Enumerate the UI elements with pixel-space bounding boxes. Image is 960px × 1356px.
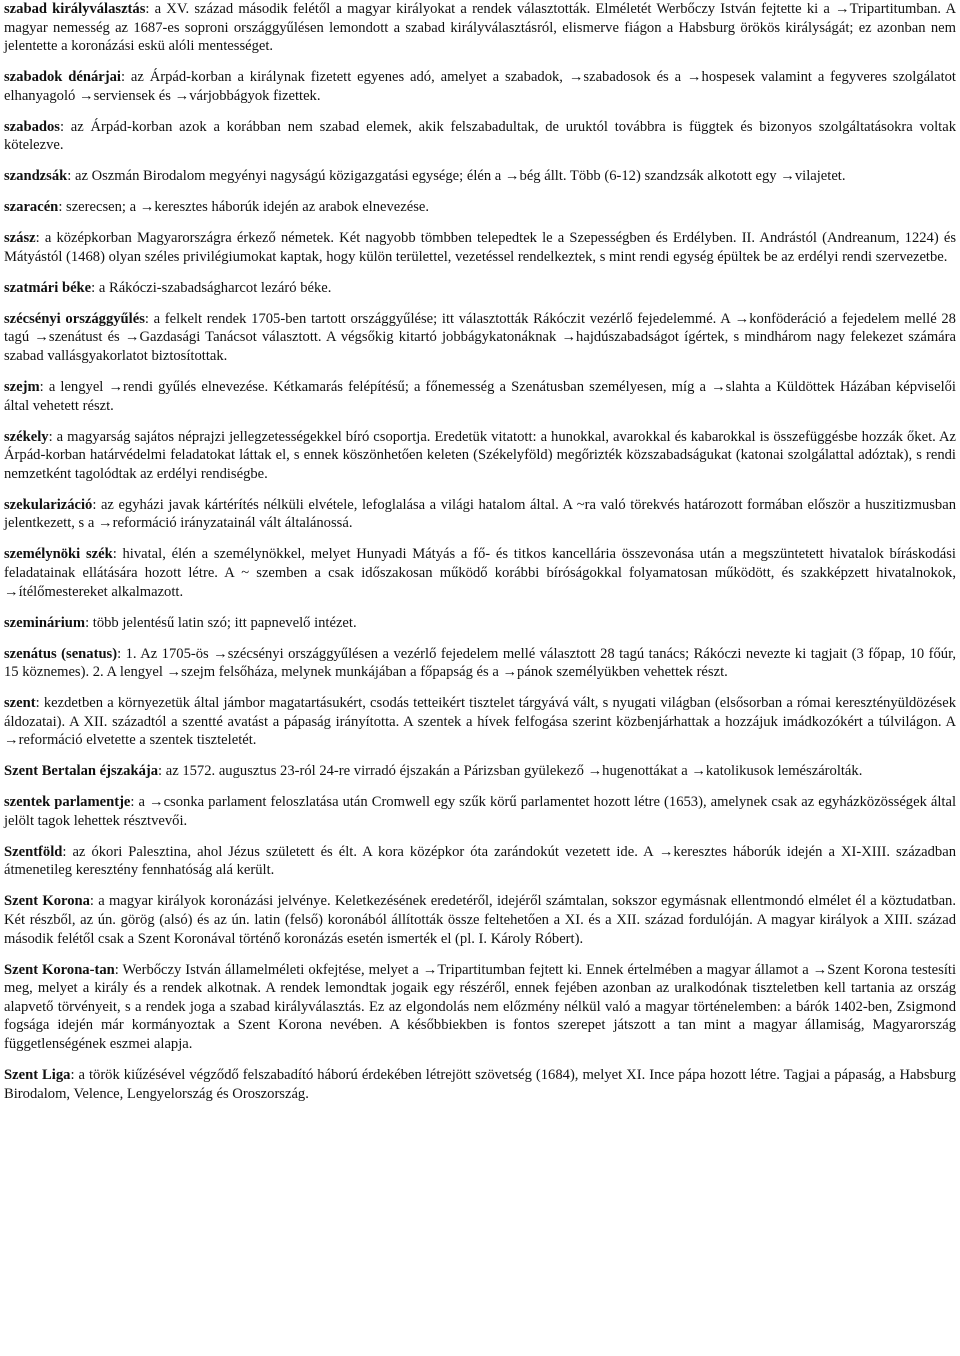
entry-definition: : Werbőczy István államelméleti okfejtése, melyet a →Tripartitumban fejtett ki. Ennek értelmében a magyar államot a →Szent Korona testesíti meg, melyet a király és a rendek alkotnak. A rendek lemondtak jogaik egy részéről, ennek fejében azonban az uralkodónak tiszteletben kell tartania az ország alapvető törvényeit, s a rendek joga a szabad királyválasztás. Ez az elgondolás nem előzmény nélkül való a magyar történelemben: a bárók 1402-ben, Zsigmond fogsága idején már kormányoztak a Szent Korona nevében. A későbbiekben is fontos szerepet játszott a tan mint a magyar államiság, Magyarország függetlenségének eszmei alapja.: [4, 961, 956, 1052]
entry-definition: : a magyarság sajátos néprajzi jellegzetességekkel bíró csoportja. Eredetük vitatott: a hunokkal, avarokkal és kabarokkal is összefüggésbe hozzák őket. Az Árpád-korban határvédelmi feladatokat láttak el, s ennek köszönhetően keleten (Székelyföld) megőrizték közszabadságukat (katonai szolgálattal adóztak), s rendi nemzetként tagolódtak az erdélyi rendiségbe.: [4, 428, 956, 482]
entry-term: szabados: [4, 118, 60, 135]
entry-definition: : az Árpád-korban a királynak fizetett egyenes adó, amelyet a szabadok, →szabadosok és a →hospesek valamint a fegyveres szolgálatot elhanyagoló →serviensek és →várjobbágyok fizettek.: [4, 69, 956, 104]
entry-szentek-parlamentje: [4, 793, 956, 830]
entry-term: szabadok dénárjai: [4, 69, 121, 86]
entry-szemelynoki-szek: [4, 545, 956, 601]
entry-szentfold: [4, 843, 956, 880]
entry-definition: : az ókori Palesztina, ahol Jézus született és élt. A kora középkor óta zarándokút vezetett ide. A →keresztes háborúk idején a XI-XIII. században átmenetileg keresztény fennhatóság alá került.: [4, 843, 956, 879]
entry-szeminarium: [4, 614, 956, 633]
entry-term: szász: [4, 230, 36, 247]
entry-definition: : a Rákóczi-szabadságharcot lezáró béke.: [91, 279, 332, 296]
entry-definition: : a magyar királyok koronázási jelvénye. Keletkezésének eredetéről, idejéről számtalan, sokszor egymásnak ellentmondó elmélet él a köztudatban. Két részből, az ún. görög (alsó) és az ún. latin (felső) koronából állították össze feltehetően a XI. és a XII. század fordulóján. A magyar királyok a XIII. század második felétől csak a Szent Koronával történő koronázás esetén ismerték el (pl. I. Károly Róbert).: [4, 893, 956, 947]
entry-term: szécsényi országgyűlés: [4, 310, 145, 327]
entry-term: Szentföld: [4, 843, 63, 860]
entry-szenatus: [4, 645, 956, 682]
entry-szekularizacio: [4, 496, 956, 533]
entry-szabad-kiralyvalasztas: [4, 0, 956, 56]
entry-szasz: [4, 229, 956, 266]
entry-szent-korona-tan: [4, 961, 956, 1054]
entry-term: szent: [4, 695, 36, 712]
entry-definition: : az egyházi javak kártérítés nélküli elvétele, lefoglalása a világi hatalom által. A ~ra való törekvés határozott formában először a huszitizmusban jelentkezett, s a →reformáció irányzatainál vált általánossá.: [4, 496, 956, 532]
entry-definition: : a lengyel →rendi gyűlés elnevezése. Kétkamarás felépítésű; a főnemesség a Szenátusban személyesen, míg a →slahta a Küldöttek Házában képviselői által vehetett részt.: [4, 379, 956, 414]
entry-term: szeminárium: [4, 614, 86, 631]
entry-szent: [4, 694, 956, 750]
entry-term: szejm: [4, 379, 40, 396]
entry-definition: : a középkorban Magyarországra érkező németek. Két nagyobb tömbben telepedtek le a Szepességben és Erdélyben. II. Andrástól (Andreanum, 1224) és Mátyástól (1468) olyan széles privilégiumokat kaptak, hogy külön területtel, vezetéssel rendelkeztek, s mint rendi egység épültek be az erdélyi rendi szervezetbe.: [4, 230, 956, 265]
entry-term: szentek parlamentje: [4, 794, 131, 811]
entry-definition: : a →csonka parlament feloszlatása után Cromwell egy szűk körű parlamentet hozott létre (1653), amelynek csak az egyházközösségek által jelölt tagok lehettek résztvevői.: [4, 794, 957, 829]
entry-szaracen: [4, 198, 956, 217]
entry-definition: : 1. Az 1705-ös →szécsényi országgyűlésen a vezérlő fejedelem mellé választott 28 tagú tanács; Rákóczi nevezte ki tagjait (3 főpap, 10 főúr, 15 köznemes). 2. A lengyel →szejm felsőháza, melynek munkájában a főpapság és a →pánok személyükben vehettek részt.: [4, 645, 957, 681]
entry-definition: : az Oszmán Birodalom megyényi nagyságú közigazgatási egysége; élén a →bég állt. Több (6-12) szandzsák alkotott egy →vilajetet.: [67, 168, 846, 185]
entry-szent-bertalan-ejszakaja: [4, 762, 956, 781]
entry-term: Szent Korona-tan: [4, 961, 115, 978]
entry-term: szekularizáció: [4, 496, 93, 513]
entry-definition: : a felkelt rendek 1705-ben tartott országgyűlése; itt választották Rákóczit vezérlő fejedelemmé. A →konföderáció a fejedelem mellé 28 tagú →szenátust és →Gazdasági Tanácsot választott. A végsőkig kitartó jobbágykatonáknak →hajdúszabadságot ígértek, s mindhárom nagy felekezet számára szabad vallásgyakorlatot biztosítottak.: [4, 310, 956, 365]
entry-term: személynöki szék: [4, 546, 113, 563]
entry-term: szatmári béke: [4, 279, 92, 296]
entry-term: Szent Bertalan éjszakája: [4, 763, 159, 780]
entry-term: székely: [4, 428, 49, 445]
entry-definition: : kezdetben a környezetük által jámbor magatartásukért, csodás tetteikért tisztelet tárgyává vált, s nyugati világban (elsősorban a római keresztényüldözések áldozatai). A XII. századtól a szentté avatást a pápaság irányította. A szentek a hívek felfogása szerint közbenjárhattak a hozzájuk imádkozókért a túlvilágon. A →reformáció elvetette a szentek tiszteletét.: [4, 695, 956, 749]
entry-term: szenátus (senatus): [4, 645, 118, 662]
entry-szekely: [4, 428, 956, 484]
entry-szecsenyi-orszaggyules: [4, 310, 956, 366]
entry-szabadok-denarjai: [4, 68, 956, 105]
entry-definition: : az Árpád-korban azok a korábban nem szabad elemek, akik felszabadultak, de uruktól továbbra is függtek és bizonyos szolgáltatásokra voltak kötelezve.: [4, 118, 956, 154]
entry-szabados: [4, 118, 956, 155]
entry-szatmari-beke: [4, 279, 956, 298]
entry-term: szaracén: [4, 199, 59, 216]
entry-term: Szent Liga: [4, 1066, 71, 1083]
entry-szent-korona: [4, 892, 956, 948]
entry-szejm: [4, 378, 956, 415]
entry-definition: : a XV. század második felétől a magyar királyokat a rendek választották. Elméletét Werbőczy István fejtette ki a →Tripartitumban. A magyar nemesség az 1687-es soproni országgyűlésen lemondott a szabad királyválasztásról, elismerve fiágon a Habsburg örökös királyságát; ez azonban nem jelentette a koronázási eskü alóli mentességet.: [4, 1, 956, 55]
entry-definition: : hivatal, élén a személynökkel, melyet Hunyadi Mátyás a fő- és titkos kancellária összevonása után a megszüntetett hivatalok bíráskodási feladatainak ellátására hozott létre. A ~ szemben a csak időszakosan működő korábbi bíróságokkal folyamatosan működött, és szakképzett hivatalnokok, →ítélőmestereket alkalmazott.: [4, 546, 956, 600]
entry-definition: : a török kiűzésével végződő felszabadító háború érdekében létrejött szövetség (1684), melyet XI. Ince pápa hozott létre. Tagjai a pápaság, a Habsburg Birodalom, Velence, Lengyelország és Oroszország.: [4, 1066, 956, 1102]
entry-definition: : az 1572. augusztus 23-ról 24-re virradó éjszakán a Párizsban gyülekező →hugenottákat a →katolikusok lemészárolták.: [158, 763, 863, 780]
entry-szandzsak: [4, 167, 956, 186]
entry-definition: : több jelentésű latin szó; itt papnevelő intézet.: [85, 614, 357, 631]
entry-definition: : szerecsen; a →keresztes háborúk idején az arabok elnevezése.: [58, 199, 430, 216]
entry-term: Szent Korona: [4, 893, 90, 910]
entry-term: szandzsák: [4, 168, 68, 185]
entry-szent-liga: [4, 1066, 956, 1103]
glossary-page: [4, 0, 956, 1116]
entry-term: szabad királyválasztás: [4, 1, 146, 17]
